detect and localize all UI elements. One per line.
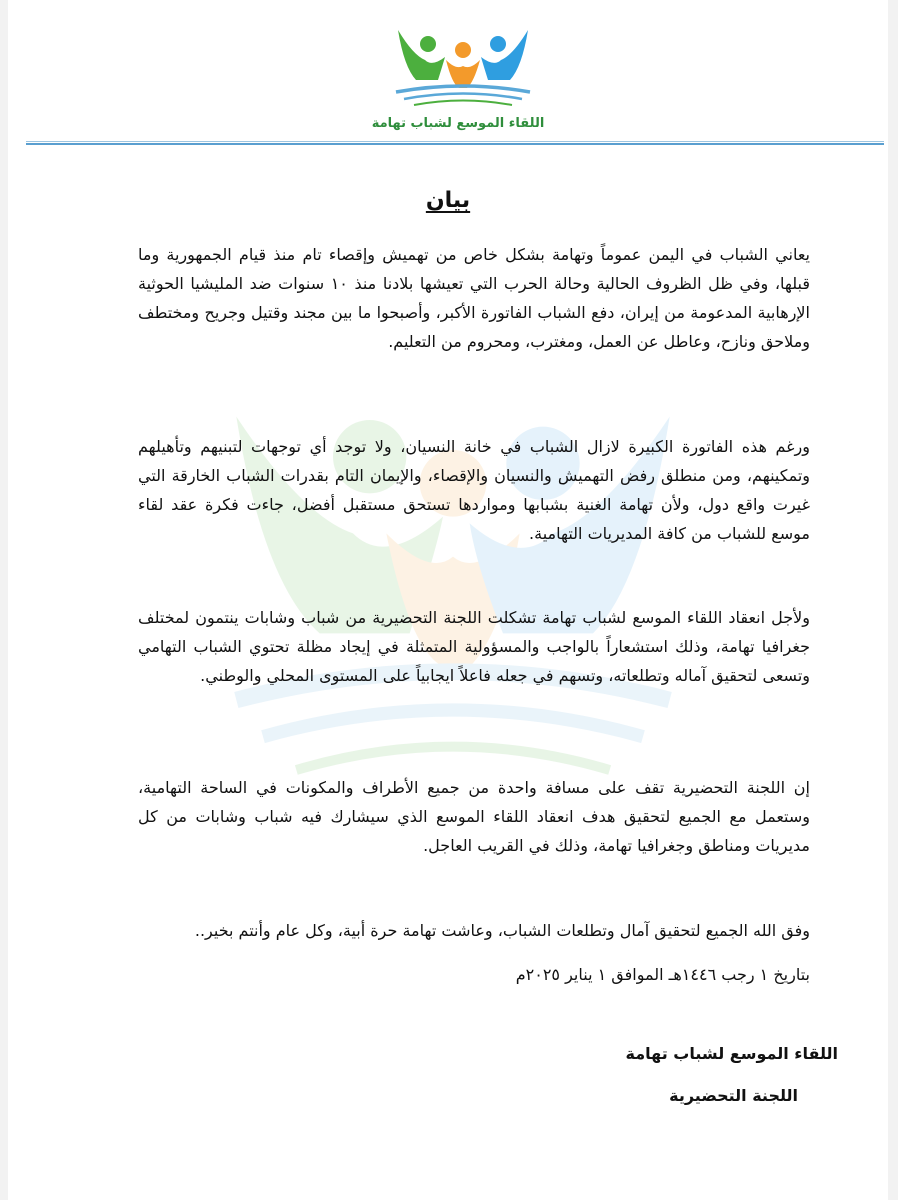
document-title: بيان <box>425 188 471 213</box>
document-page <box>8 0 888 1200</box>
logo-icon <box>388 22 538 112</box>
paragraph-4: إن اللجنة التحضيرية تقف على مسافة واحدة من جميع الأطراف والمكونات في الساحة التهامية، وستعمل مع الجميع لتحقيق هدف انعقاد اللقاء الموسع الذي سيشارك فيه شباب وشابات من كل مديريات ومناطق وجغرافيا تهامة، وذلك في القريب العاجل. <box>138 778 810 855</box>
paragraph-2: ورغم هذه الفاتورة الكبيرة لازال الشباب في خانة النسيان، ولا توجد أي توجهات لتبنيهم وتأهيلهم وتمكينهم، ومن منطلق رفض التهميش والنسيان والإقصاء، والإيمان التام بقدرات الشباب الخارقة التي غيرت واقع دول، ولأن تهامة الغنية بشبابها ومواردها تستحق مستقبل أفضل، جاءت فكرة عقد لقاء موسع للشباب من كافة المديريات التهامية. <box>138 437 810 543</box>
paragraph-3: ولأجل انعقاد اللقاء الموسع لشباب تهامة تشكلت اللجنة التحضيرية من شباب وشابات ينتمون لمختلف جغرافيا تهامة، وذلك استشعاراً بالواجب والمسؤولية المتمثلة في إيجاد مظلة تحتوي الشباب التهامي وتسعى لتحقيق آماله وتطلعاته، وتسهم في جعله فاعلاً ايجابياً على المستوى المحلي والوطني. <box>138 608 810 685</box>
date-line: بتاريخ ١ رجب ١٤٤٦هـ الموافق ١ يناير ٢٠٢٥م <box>515 965 810 984</box>
signature-org: اللقاء الموسع لشباب تهامة <box>625 1044 838 1063</box>
org-name-header: اللقاء الموسع لشباب تهامة <box>371 116 545 131</box>
header-divider-thin <box>26 141 884 142</box>
signature-committee: اللجنة التحضيرية <box>669 1086 798 1105</box>
paragraph-1: يعاني الشباب في اليمن عموماً وتهامة بشكل خاص من تهميش وإقصاء تام منذ قيام الجمهورية وما قبلها، وفي ظل الظروف الحالية وحالة الحرب التي تعيشها بلادنا منذ ١٠ سنوات ضد المليشيا الحوثية الإرهابية المدعومة من إيران، دفع الشباب الفاتورة الأكبر، وأصبحوا ما بين مجند وقتيل وجريح ومختطف وملاحق ونازح، وعاطل عن العمل، ومغترب، ومحروم من التعليم. <box>138 245 811 351</box>
header-divider <box>26 143 884 145</box>
closing-line: وفق الله الجميع لتحقيق آمال وتطلعات الشباب، وعاشت تهامة حرة أبية، وكل عام وأنتم بخير.. <box>194 921 810 940</box>
